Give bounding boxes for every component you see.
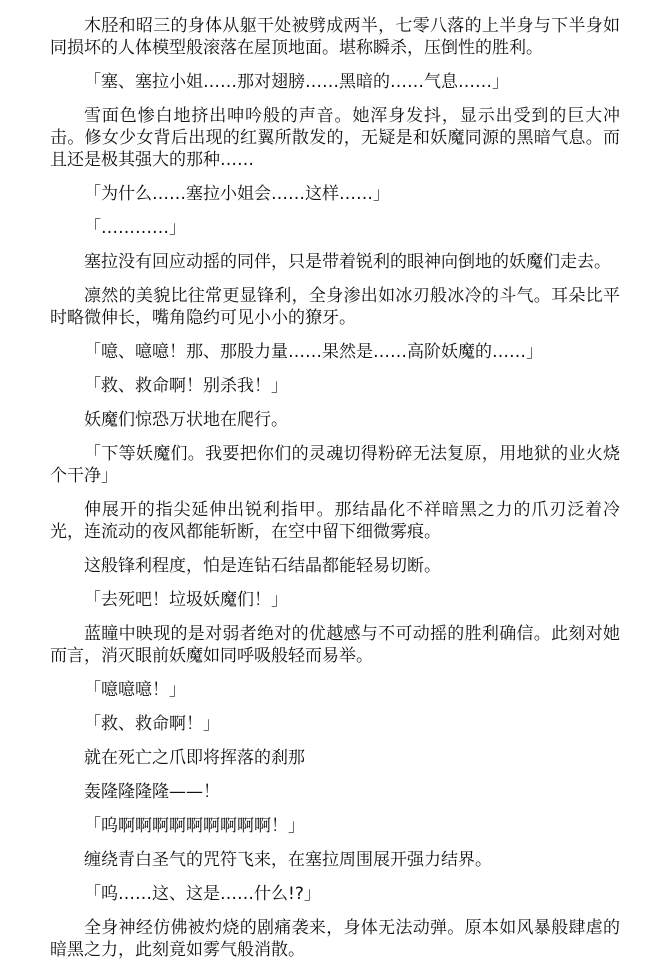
paragraph-11: 「下等妖魔们。我要把你们的灵魂切得粉碎无法复原，用地狱的业火烧个干净」 [50,444,620,486]
paragraph-15: 蓝瞳中映现的是对弱者绝对的优越感与不可动摇的胜利确信。此刻对她而言，消灭眼前妖魔如同呼吸般轻而易举。 [50,624,620,666]
paragraph-22: 「呜……这、这是……什么!?」 [84,884,321,904]
paragraph-18: 就在死亡之爪即将挥落的刹那 [84,748,305,768]
paragraph-21: 缠绕青白圣气的咒符飞来，在塞拉周围展开强力结界。 [84,850,492,870]
paragraph-3: 雪面色惨白地挤出呻吟般的声音。她浑身发抖，显示出受到的巨大冲击。修女少女背后出现的红翼所散发的，无疑是和妖魔同源的黑暗气息。而且还是极其强大的那种…… [50,106,620,170]
paragraph-23: 全身神经仿佛被灼烧的剧痛袭来，身体无法动弹。原本如风暴般肆虐的暗黑之力，此刻竟如雾气般消散。 [50,918,620,960]
paragraph-7: 凛然的美貌比往常更显锋利，全身渗出如冰刃般冰冷的斗气。耳朵比平时略微伸长，嘴角隐约可见小小的獠牙。 [50,286,620,328]
paragraph-14: 「去死吧！垃圾妖魔们！」 [84,590,288,610]
paragraph-12: 伸展开的指尖延伸出锐利指甲。那结晶化不祥暗黑之力的爪刃泛着冷光，连流动的夜风都能斩断，在空中留下细微雾痕。 [50,500,620,542]
paragraph-8: 「噫、噫噫！那、那股力量……果然是……高阶妖魔的……」 [84,342,543,362]
paragraph-2: 「塞、塞拉小姐……那对翅膀……黑暗的……气息……」 [84,72,509,92]
paragraph-5: 「…………」 [84,218,186,238]
paragraph-10: 妖魔们惊恐万状地在爬行。 [84,410,288,430]
paragraph-19: 轰隆隆隆隆——！ [84,782,220,802]
paragraph-6: 塞拉没有回应动摇的同伴，只是带着锐利的眼神向倒地的妖魔们走去。 [84,252,611,272]
paragraph-9: 「救、救命啊！别杀我！」 [84,376,288,396]
paragraph-20: 「呜啊啊啊啊啊啊啊啊啊！」 [84,816,305,836]
paragraph-16: 「噫噫噫！」 [84,680,186,700]
paragraph-1: 木胫和昭三的身体从躯干处被劈成两半，七零八落的上半身与下半身如同损坏的人体模型般滚落在屋顶地面。堪称瞬杀，压倒性的胜利。 [50,16,620,58]
paragraph-13: 这般锋利程度，怕是连钻石结晶都能轻易切断。 [84,556,441,576]
paragraph-4: 「为什么……塞拉小姐会……这样……」 [84,184,390,204]
paragraph-17: 「救、救命啊！」 [84,714,220,734]
